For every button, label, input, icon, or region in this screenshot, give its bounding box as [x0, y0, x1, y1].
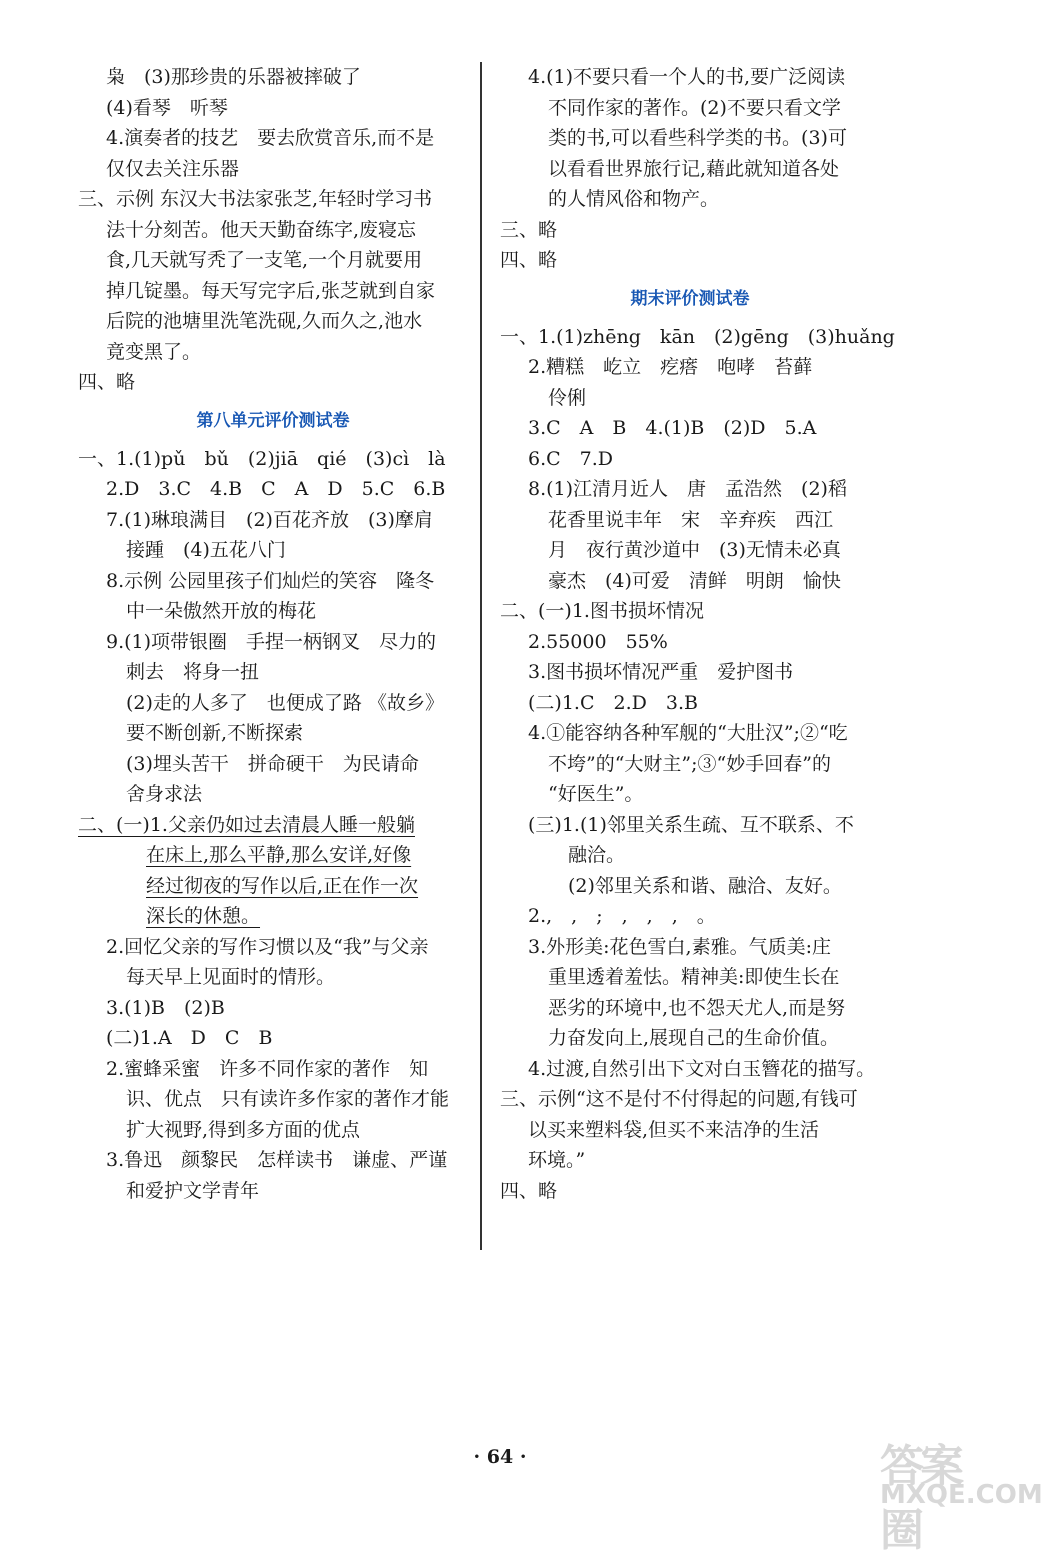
left-line-text: 扩大视野,得到多方面的优点: [126, 1118, 361, 1141]
left-answer-line: [78, 154, 468, 185]
left-line-text: 2.蜜蜂采蜜 许多不同作家的著作 知: [106, 1057, 429, 1080]
right-answer-line: [500, 596, 880, 627]
column-divider: [480, 62, 482, 1250]
left-answer-line: [78, 657, 468, 688]
left-section-title: [78, 398, 468, 444]
right-line-text: 伶俐: [548, 386, 587, 409]
right-answer-line: [500, 657, 880, 688]
left-answer-line: [78, 337, 468, 368]
left-line-text: 刺去 将身一扭: [126, 661, 260, 683]
right-line-text: 恶劣的环境中,也不怨天尤人,而是努: [548, 996, 846, 1019]
left-line-text: 2.D 3.C 4.B C A D 5.C 6.B: [106, 478, 446, 500]
left-line-text: 中一朵傲然开放的梅花: [126, 600, 317, 622]
left-answer-line: [78, 215, 468, 246]
right-answer-line: [500, 154, 880, 185]
left-answer-line: [78, 1115, 468, 1146]
right-line-text: 融洽。: [568, 844, 626, 866]
left-answer-line: [78, 932, 468, 963]
right-answer-line: [500, 840, 880, 871]
right-line-text: 月 夜行黄沙道中 (3)无情未必真: [548, 539, 841, 561]
right-answer-line: [500, 688, 880, 719]
left-line-text: 3.鲁迅 颜黎民 怎样读书 谦虚、严谨: [106, 1149, 448, 1171]
left-line-text: 仅仅去关注乐器: [106, 157, 240, 180]
right-answer-line: [500, 810, 880, 841]
left-answer-line: [78, 123, 468, 154]
right-line-text: 的人情风俗和物产。: [548, 188, 720, 210]
left-line-text: (2)走的人多了 也便成了路 《故乡》: [126, 691, 444, 714]
right-answer-line: [500, 505, 880, 536]
right-line-text: 三、略: [500, 218, 558, 241]
right-answer-line: [500, 352, 880, 383]
left-answer-line: [78, 962, 468, 993]
right-line-text: 6.C 7.D: [528, 447, 614, 470]
right-line-text: 期末评价测试卷: [630, 288, 750, 309]
left-line-text: 2.回忆父亲的写作习惯以及“我”与父亲: [106, 935, 429, 958]
page-number: · 64 ·: [473, 1446, 527, 1468]
right-line-text: (二)1.C 2.D 3.B: [528, 691, 698, 714]
right-line-text: 2.55000 55%: [528, 630, 668, 653]
left-line-text: 一、1.(1)pǔ bǔ (2)jiā qié (3)cì là: [78, 447, 446, 470]
right-column: [500, 62, 895, 1206]
right-line-text: 豪杰 (4)可爱 清鲜 明朗 愉快: [548, 569, 841, 592]
left-answer-line: [78, 1023, 468, 1054]
left-line-text: 9.(1)项带银圈 手捏一柄钢叉 尽力的: [106, 630, 437, 653]
right-answer-line: [500, 245, 880, 276]
right-answer-line: [500, 779, 880, 810]
left-answer-line: [78, 596, 468, 627]
right-answer-line: [500, 718, 880, 749]
left-line-text: 掉几锭墨。每天写完字后,张芝就到自家: [106, 279, 436, 302]
left-answer-line: [78, 1054, 468, 1085]
left-answer-line: [78, 566, 468, 597]
left-answer-line: [78, 1176, 468, 1207]
left-line-text: 舍身求法: [126, 783, 203, 805]
right-answer-line: [500, 962, 880, 993]
right-answer-line: [500, 535, 880, 566]
left-line-text: 食,几天就写秃了一支笔,一个月就要用: [106, 249, 423, 271]
left-answer-line: [78, 62, 468, 93]
left-answer-line: [78, 901, 468, 932]
left-line-text: 法十分刻苦。他天天勤奋练字,废寝忘: [106, 218, 417, 241]
left-line-text: 竟变黑了。: [106, 340, 202, 363]
watermark-mark: 答案圈: [880, 1441, 960, 1556]
right-line-text: 4.(1)不要只看一个人的书,要广泛阅读: [528, 66, 846, 88]
left-line-text: 后院的池塘里洗笔洗砚,久而久之,池水: [106, 310, 423, 332]
left-answer-line: [78, 444, 468, 475]
left-answer-line: [78, 306, 468, 337]
left-answer-line: [78, 840, 468, 871]
right-answer-line: [500, 932, 880, 963]
right-line-text: 四、略: [500, 1179, 558, 1202]
right-answer-line: [500, 474, 880, 505]
left-line-text: 要不断创新,不断探索: [126, 722, 304, 744]
right-line-text: 2.糟糕 屹立 疙瘩 咆哮 苔藓: [528, 356, 813, 378]
right-line-text: 3.图书损坏情况严重 爱护图书: [528, 661, 794, 683]
right-answer-line: [500, 383, 880, 414]
left-line-text: 四、略: [78, 371, 136, 393]
right-line-text: 4.①能容纳各种军舰的“大肚汉”;②“吃: [528, 722, 848, 744]
left-answer-line: [78, 245, 468, 276]
left-line-text: 三、示例 东汉大书法家张芝,年轻时学习书: [78, 188, 433, 210]
right-line-text: “好医生”。: [548, 783, 644, 805]
left-answer-line: [78, 627, 468, 658]
left-answer-line: [78, 1084, 468, 1115]
watermark-logo: [880, 1430, 1043, 1556]
right-line-text: 3.外形美:花色雪白,素雅。气质美:庄: [528, 935, 831, 958]
left-answer-line: [78, 93, 468, 124]
right-line-text: 一、1.(1)zhēng kān (2)gēng (3)huǎng: [500, 325, 895, 348]
left-line-text: (4)看琴 听琴: [106, 96, 228, 119]
right-answer-line: [500, 901, 880, 932]
left-line-text: 每天早上见面时的情形。: [126, 966, 336, 988]
right-line-text: 4.过渡,自然引出下文对白玉簪花的描写。: [528, 1057, 876, 1080]
left-answer-line: [78, 505, 468, 536]
right-answer-line: [500, 184, 880, 215]
right-answer-line: [500, 627, 880, 658]
left-line-text: 识、优点 只有读许多作家的著作才能: [126, 1088, 450, 1110]
right-answer-line: [500, 1084, 880, 1115]
left-answer-line: [78, 367, 468, 398]
right-answer-line: [500, 1054, 880, 1085]
right-answer-line: [500, 444, 880, 475]
right-line-text: 三、示例“这不是付不付得起的问题,有钱可: [500, 1088, 858, 1110]
watermark-url: MXQE.COM: [880, 1480, 1043, 1510]
left-answer-line: [78, 276, 468, 307]
left-answer-line: [78, 1145, 468, 1176]
right-line-text: 二、(一)1.图书损坏情况: [500, 600, 704, 622]
left-answer-line: [78, 993, 468, 1024]
right-section-title: [500, 276, 880, 322]
right-line-text: (2)邻里关系和谐、融洽、友好。: [568, 874, 842, 897]
right-line-text: 8.(1)江清月近人 唐 孟浩然 (2)稻: [528, 478, 847, 500]
right-answer-line: [500, 1023, 880, 1054]
right-line-text: 类的书,可以看些科学类的书。(3)可: [548, 127, 847, 149]
left-answer-line: [78, 688, 468, 719]
right-answer-line: [500, 62, 880, 93]
right-line-text: 环境。”: [528, 1149, 586, 1171]
left-line-text: (二)1.A D C B: [106, 1027, 273, 1049]
right-answer-line: [500, 871, 880, 902]
right-line-text: 以买来塑料袋,但买不来洁净的生活: [528, 1118, 820, 1141]
left-line-text: 枭 (3)那珍贵的乐器被摔破了: [106, 66, 361, 88]
right-answer-line: [500, 1115, 880, 1146]
left-answer-line: [78, 535, 468, 566]
right-line-text: 力奋发向上,展现自己的生命价值。: [548, 1027, 840, 1049]
left-line-text: 第八单元评价测试卷: [196, 410, 350, 431]
left-line-text: 经过彻夜的写作以后,正在作一次: [146, 874, 419, 897]
left-line-text: 深长的休憩。: [146, 905, 261, 927]
right-answer-line: [500, 215, 880, 246]
right-answer-line: [500, 123, 880, 154]
right-line-text: 不同作家的著作。(2)不要只看文学: [548, 96, 841, 119]
right-line-text: 3.C A B 4.(1)B (2)D 5.A: [528, 417, 817, 439]
right-answer-line: [500, 1145, 880, 1176]
right-answer-line: [500, 322, 895, 353]
left-line-text: 和爱护文学青年: [126, 1179, 260, 1202]
left-line-text: 4.演奏者的技艺 要去欣赏音乐,而不是: [106, 127, 435, 149]
left-answer-line: [78, 749, 468, 780]
left-column: [78, 62, 468, 1206]
right-answer-line: [500, 1176, 880, 1207]
left-answer-line: [78, 810, 468, 841]
left-answer-line: [78, 184, 468, 215]
right-line-text: 花香里说丰年 宋 辛弃疾 西江: [548, 508, 834, 531]
right-answer-line: [500, 413, 880, 444]
right-line-text: (三)1.(1)邻里关系生疏、互不联系、不: [528, 813, 854, 836]
right-line-text: 不垮”的“大财主”;③“妙手回春”的: [548, 752, 831, 775]
left-line-text: 二、(一)1.父亲仍如过去清晨人睡一般躺: [78, 813, 415, 836]
right-line-text: 重里透着羞怯。精神美:即使生长在: [548, 966, 840, 988]
right-line-text: 以看看世界旅行记,藉此就知道各处: [548, 157, 840, 180]
right-line-text: 2., , ; , , , 。: [528, 905, 716, 927]
left-answer-line: [78, 871, 468, 902]
left-answer-line: [78, 718, 468, 749]
left-answer-line: [78, 779, 468, 810]
left-line-text: 接踵 (4)五花八门: [126, 539, 286, 561]
right-line-text: 四、略: [500, 249, 558, 271]
right-answer-line: [500, 749, 880, 780]
right-answer-line: [500, 993, 880, 1024]
left-answer-line: [78, 474, 468, 505]
left-line-text: 8.示例 公园里孩子们灿烂的笑容 隆冬: [106, 569, 435, 592]
left-line-text: 在床上,那么平静,那么安详,好像: [146, 844, 412, 866]
left-line-text: (3)埋头苦干 拼命硬干 为民请命: [126, 752, 419, 775]
right-answer-line: [500, 566, 880, 597]
left-line-text: 7.(1)琳琅满目 (2)百花齐放 (3)摩肩: [106, 508, 433, 531]
right-answer-line: [500, 93, 880, 124]
left-line-text: 3.(1)B (2)B: [106, 996, 225, 1019]
